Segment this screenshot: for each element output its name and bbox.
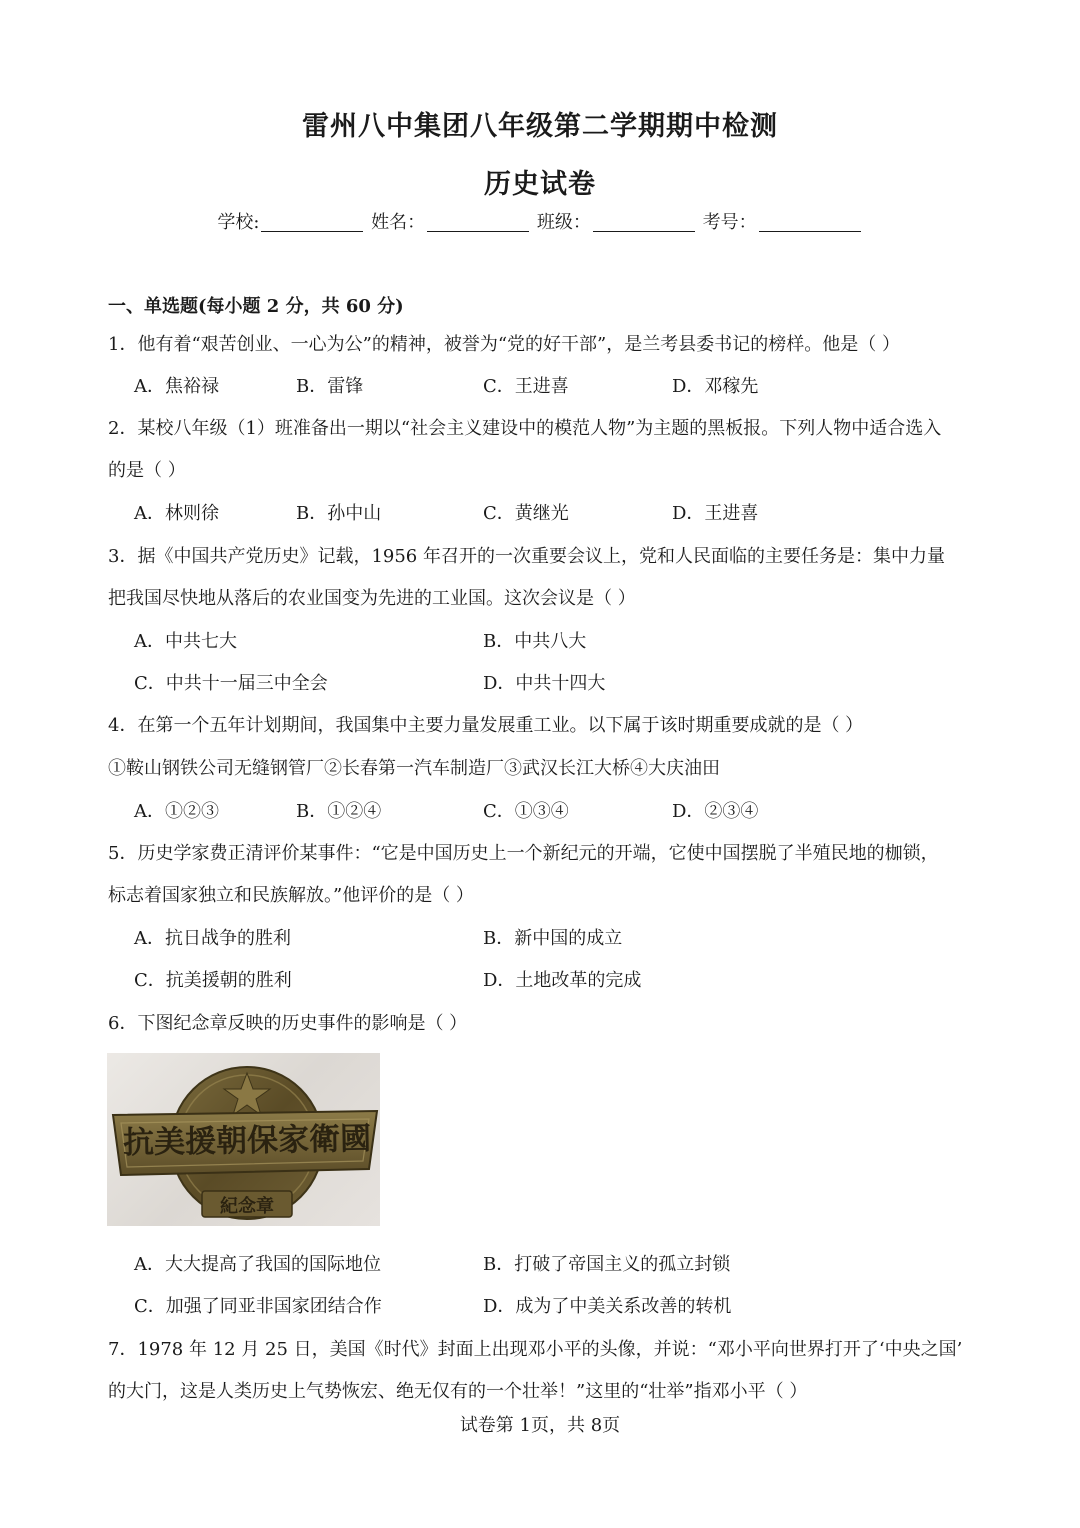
- question-4-option-c[interactable]: C．①③④: [483, 801, 569, 822]
- question-5-option-d[interactable]: D．土地改革的完成: [483, 970, 642, 991]
- exam-number-label: 考号：: [702, 212, 757, 233]
- exam-title: 雷州八中集团八年级第二学期期中检测: [302, 111, 778, 142]
- question-5-option-c[interactable]: C．抗美援朝的胜利: [134, 970, 292, 991]
- school-blank[interactable]: [261, 213, 363, 232]
- student-info-line: [0, 208, 1080, 234]
- question-5-option-a[interactable]: A．抗日战争的胜利: [134, 928, 291, 949]
- question-6-option-c[interactable]: C．加强了同亚非国家团结合作: [134, 1296, 382, 1317]
- section-heading: 一、单选题(每小题 2 分，共 60 分): [108, 296, 404, 317]
- question-5-text-line-2: 标志着国家独立和民族解放。”他评价的是（ ）: [108, 885, 474, 906]
- question-1-option-a[interactable]: A．焦裕禄: [134, 376, 219, 397]
- page-footer: 试卷第 1页，共 8页: [459, 1415, 621, 1436]
- class-label: 班级：: [536, 212, 591, 233]
- question-7-text-line-1: 7．1978 年 12 月 25 日，美国《时代》封面上出现邓小平的头像，并说：“邓小平向世界打开了‘中央之国’: [108, 1339, 963, 1360]
- school-label: 学校:: [217, 212, 260, 233]
- question-3-option-a[interactable]: A．中共七大: [134, 631, 237, 652]
- question-6-option-a[interactable]: A．大大提高了我国的国际地位: [134, 1254, 381, 1275]
- question-2-text-line-2: 的是（ ）: [108, 460, 186, 481]
- question-3-option-d[interactable]: D．中共十四大: [483, 673, 606, 694]
- question-1-option-d[interactable]: D．邓稼先: [672, 376, 759, 397]
- question-3-option-b[interactable]: B．中共八大: [483, 631, 587, 652]
- question-4-option-d[interactable]: D．②③④: [672, 801, 759, 822]
- question-2-option-a[interactable]: A．林则徐: [134, 503, 219, 524]
- exam-subtitle: 历史试卷: [484, 169, 596, 200]
- question-4-text-line-2: ①鞍山钢铁公司无缝钢管厂②长春第一汽车制造厂③武汉长江大桥④大庆油田: [108, 758, 720, 779]
- badge-sub-inscription: 紀念章: [220, 1196, 274, 1217]
- question-2-option-d[interactable]: D．王进喜: [672, 503, 759, 524]
- badge-main-inscription: 抗美援朝保家衛國: [122, 1120, 372, 1162]
- question-1-text: 1．他有着“艰苦创业、一心为公”的精神，被誉为“党的好干部”，是兰考县委书记的榜样。他是（ ）: [108, 334, 900, 355]
- question-4-option-a[interactable]: A．①②③: [134, 801, 219, 822]
- class-blank[interactable]: [593, 213, 695, 232]
- question-2-option-b[interactable]: B．孙中山: [296, 503, 382, 524]
- question-1-option-c[interactable]: C．王进喜: [483, 376, 569, 397]
- name-label: 姓名：: [371, 212, 426, 233]
- exam-number-blank[interactable]: [759, 213, 861, 232]
- question-5-text-line-1: 5．历史学家费正清评价某事件：“它是中国历史上一个新纪元的开端，它使中国摆脱了半殖民地的枷锁，: [108, 843, 939, 864]
- question-1-option-b[interactable]: B．雷锋: [296, 376, 364, 397]
- question-6-option-b[interactable]: B．打破了帝国主义的孤立封锁: [483, 1254, 731, 1275]
- question-4-text-line-1: 4．在第一个五年计划期间，我国集中主要力量发展重工业。以下属于该时期重要成就的是（ ）: [108, 715, 864, 736]
- question-2-text-line-1: 2．某校八年级（1）班准备出一期以“社会主义建设中的模范人物”为主题的黑板报。下列人物中适合选入: [108, 418, 942, 439]
- question-5-option-b[interactable]: B．新中国的成立: [483, 928, 623, 949]
- question-2-option-c[interactable]: C．黄继光: [483, 503, 569, 524]
- question-7-text-line-2: 的大门，这是人类历史上气势恢宏、绝无仅有的一个壮举！”这里的“壮举”指邓小平（ ）: [108, 1381, 808, 1402]
- name-blank[interactable]: [427, 213, 529, 232]
- question-3-text-line-2: 把我国尽快地从落后的农业国变为先进的工业国。这次会议是（ ）: [108, 588, 636, 609]
- question-3-text-line-1: 3．据《中国共产党历史》记载，1956 年召开的一次重要会议上，党和人民面临的主要任务是：集中力量: [108, 546, 945, 567]
- question-6-option-d[interactable]: D．成为了中美关系改善的转机: [483, 1296, 732, 1317]
- question-4-option-b[interactable]: B．①②④: [296, 801, 382, 822]
- question-6-text: 6．下图纪念章反映的历史事件的影响是（ ）: [108, 1013, 468, 1034]
- commemorative-badge-photo: [107, 1053, 380, 1226]
- question-3-option-c[interactable]: C．中共十一届三中全会: [134, 673, 328, 694]
